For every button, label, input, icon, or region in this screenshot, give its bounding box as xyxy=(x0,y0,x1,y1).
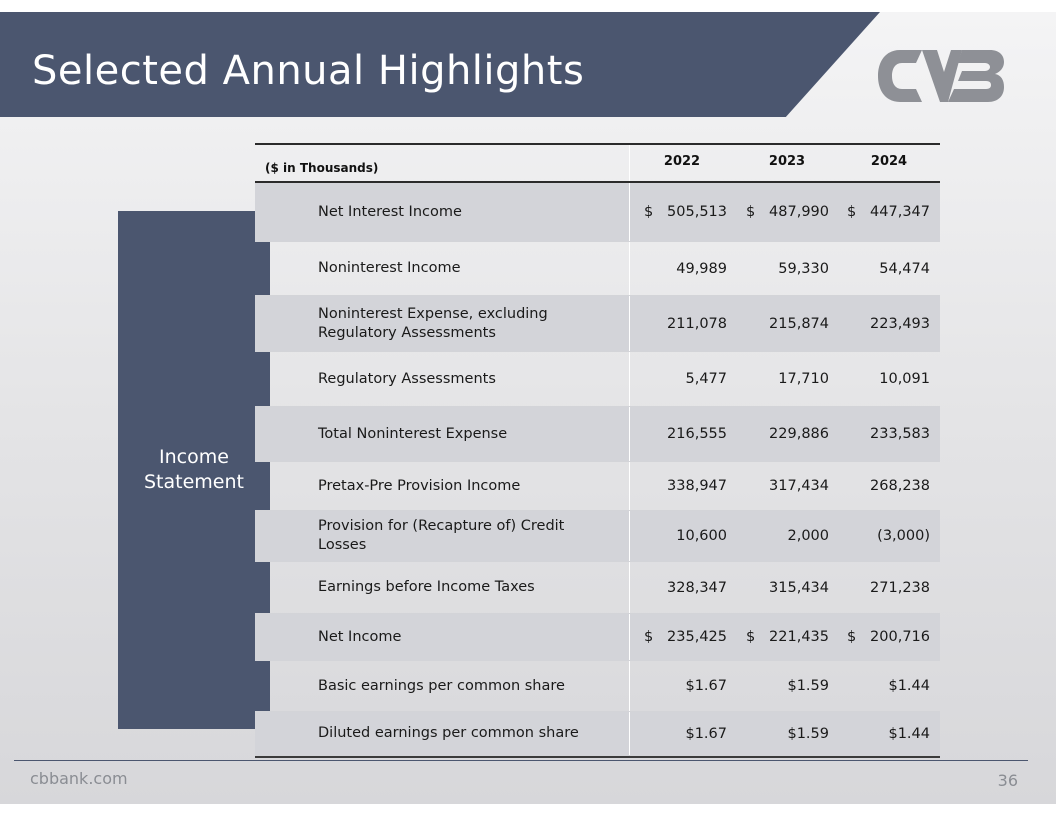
column-divider xyxy=(629,562,630,613)
currency-symbol: $ xyxy=(644,629,654,645)
row-label: Pretax-Pre Provision Income xyxy=(318,477,521,494)
cell-2022: 338,947 xyxy=(667,478,727,494)
cell-2024: (3,000) xyxy=(877,528,930,544)
section-label: Income Statement xyxy=(144,446,244,493)
cell-2024: 233,583 xyxy=(870,426,930,442)
table-row xyxy=(255,462,940,511)
cell-2022: 235,425 xyxy=(667,629,727,645)
column-divider xyxy=(629,352,630,406)
cell-2023: 317,434 xyxy=(769,478,829,494)
cell-2023: 315,434 xyxy=(769,579,829,596)
cell-2024: 223,493 xyxy=(870,315,930,332)
section-panel xyxy=(118,211,270,729)
cell-2023: 215,874 xyxy=(769,315,829,332)
column-divider xyxy=(629,462,630,510)
table-row xyxy=(255,562,940,614)
table-row xyxy=(255,352,940,407)
cell-2022: 211,078 xyxy=(667,315,727,332)
cell-2022: 505,513 xyxy=(667,204,727,220)
row-label: Total Noninterest Expense xyxy=(318,425,508,442)
cell-2023: 17,710 xyxy=(778,371,829,387)
row-label: Provision for (Recapture of) Credit Losses xyxy=(318,518,565,553)
cell-2024: 200,716 xyxy=(870,629,930,645)
page-number: 36 xyxy=(997,771,1018,790)
currency-symbol: $ xyxy=(847,204,857,220)
cell-2024: 54,474 xyxy=(879,260,930,277)
table-header xyxy=(255,143,940,183)
currency-symbol: $ xyxy=(847,629,857,645)
column-divider xyxy=(629,296,630,351)
table-row xyxy=(255,407,940,462)
footer-divider xyxy=(14,760,1028,761)
row-label: Net Income xyxy=(318,628,402,645)
row-label: Net Interest Income xyxy=(318,203,462,220)
year-header-2023: 2023 xyxy=(768,154,806,169)
units-label: ($ in Thousands) xyxy=(265,161,379,175)
table-row xyxy=(255,296,940,352)
cell-2024: $1.44 xyxy=(888,678,930,694)
row-label: Earnings before Income Taxes xyxy=(318,579,535,595)
cell-2023: 229,886 xyxy=(769,426,829,442)
cell-2022: 328,347 xyxy=(667,579,727,596)
table-row xyxy=(255,712,940,756)
cell-2022: 49,989 xyxy=(676,260,727,277)
cell-2024: 447,347 xyxy=(870,204,930,220)
cell-2022: $1.67 xyxy=(685,725,727,742)
cvb-logo xyxy=(878,50,1004,102)
cell-2023: 59,330 xyxy=(778,260,829,277)
row-label: Diluted earnings per common share xyxy=(318,725,579,741)
currency-symbol: $ xyxy=(644,204,654,220)
cell-2024: 268,238 xyxy=(870,478,930,494)
cell-2024: $1.44 xyxy=(888,725,930,742)
year-header-2022: 2022 xyxy=(663,154,701,169)
cell-2023: $1.59 xyxy=(787,678,829,694)
year-header-2024: 2024 xyxy=(870,154,908,169)
column-divider xyxy=(629,661,630,711)
column-divider xyxy=(629,183,630,241)
highlights-table xyxy=(255,143,940,758)
row-label: Noninterest Income xyxy=(318,260,461,276)
cell-2023: 221,435 xyxy=(769,629,829,645)
row-label: Regulatory Assessments xyxy=(318,370,496,387)
currency-symbol: $ xyxy=(746,629,756,645)
table-row xyxy=(255,614,940,661)
table-row xyxy=(255,511,940,562)
table-body xyxy=(255,183,940,756)
column-divider xyxy=(629,614,630,660)
cell-2022: 5,477 xyxy=(685,371,727,387)
footer-site: cbbank.com xyxy=(30,769,128,788)
cell-2022: 10,600 xyxy=(676,528,727,544)
table-row xyxy=(255,183,940,242)
row-label: Noninterest Expense, excluding Regulatory Assessments xyxy=(318,305,548,341)
column-divider xyxy=(629,712,630,755)
cell-2024: 271,238 xyxy=(870,579,930,596)
column-divider xyxy=(629,242,630,295)
column-divider xyxy=(629,407,630,461)
table-bottom-rule xyxy=(255,756,940,758)
cell-2022: 216,555 xyxy=(667,426,727,442)
cell-2023: 2,000 xyxy=(787,528,829,544)
table-row xyxy=(255,661,940,712)
table-row xyxy=(255,242,940,296)
cell-2024: 10,091 xyxy=(879,371,930,387)
slide-title: Selected Annual Highlights xyxy=(32,48,585,94)
header-divider xyxy=(629,145,630,181)
cell-2023: $1.59 xyxy=(787,725,829,742)
row-label: Basic earnings per common share xyxy=(318,677,565,694)
cell-2022: $1.67 xyxy=(685,678,727,694)
cell-2023: 487,990 xyxy=(769,204,829,220)
currency-symbol: $ xyxy=(746,204,756,220)
column-divider xyxy=(629,511,630,561)
